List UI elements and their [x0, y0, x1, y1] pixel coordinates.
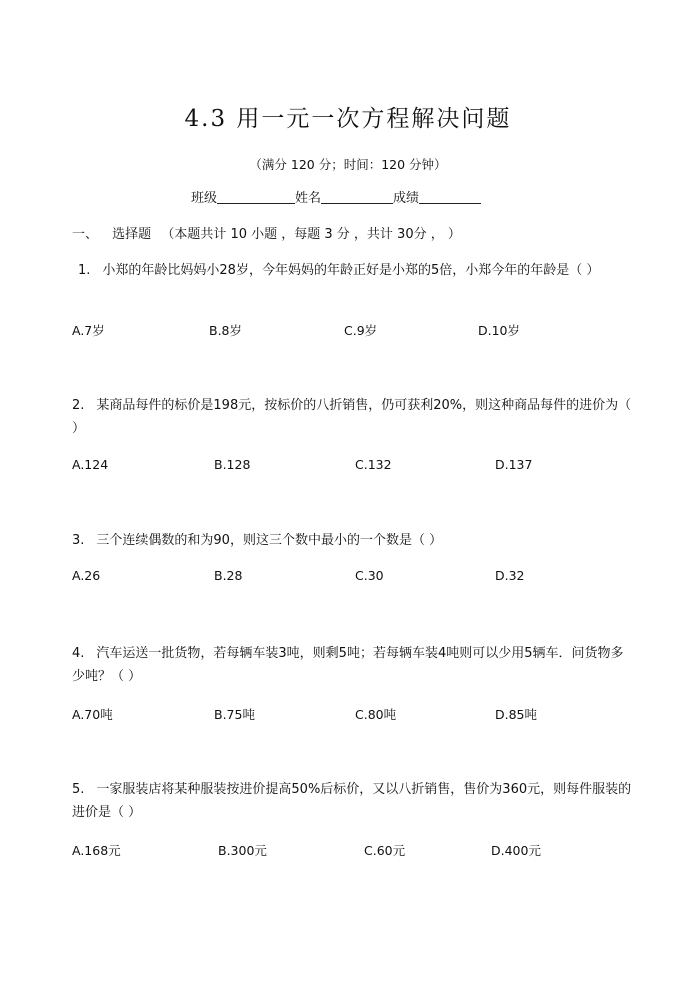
option-d: D.137 [495, 457, 533, 472]
option-d: D.10岁 [478, 323, 521, 338]
option-d: D.85吨 [495, 707, 538, 722]
class-blank [217, 189, 295, 204]
question-number: 5. [72, 782, 85, 797]
option-c: C.30 [355, 568, 384, 583]
option-a: A.7岁 [72, 323, 105, 338]
option-b: B.300元 [218, 843, 267, 858]
option-b: B.75吨 [214, 707, 255, 722]
question-4 [72, 642, 632, 688]
option-a: A.124 [72, 457, 109, 472]
question-1-options [72, 321, 632, 341]
option-a: A.168元 [72, 843, 121, 858]
name-label: 姓名 [295, 191, 322, 206]
option-d: D.32 [495, 568, 525, 583]
question-text: 小郑的年龄比妈妈小28岁，今年妈妈的年龄正好是小郑的5倍，小郑今年的年龄是（ ） [102, 263, 600, 278]
question-4-options [72, 705, 632, 725]
question-3-options [72, 568, 632, 588]
section-desc: （本题共计 10 小题 ，每题 3 分 ，共计 30分 ， ） [161, 227, 461, 242]
name-blank [321, 189, 393, 204]
option-c: C.132 [355, 457, 392, 472]
option-b: B.28 [214, 568, 243, 583]
section-name: 选择题 [112, 227, 152, 242]
option-b: B.128 [214, 457, 251, 472]
question-text: 汽车运送一批货物，若每辆车装3吨，则剩5吨；若每辆车装4吨则可以少用5辆车．问货物多少吨？（ ） [72, 646, 624, 684]
question-number: 3. [72, 533, 85, 548]
class-label: 班级 [191, 191, 218, 206]
question-text: 某商品每件的标价是198元，按标价的八折销售，仍可获利20%，则这种商品每件的进价为（ ） [72, 398, 632, 436]
question-2-options [72, 457, 632, 477]
question-text: 三个连续偶数的和为90，则这三个数中最小的一个数是（ ） [96, 533, 443, 548]
option-a: A.70吨 [72, 707, 113, 722]
score-label: 成绩 [393, 191, 420, 206]
question-1 [78, 259, 634, 282]
section-header [72, 223, 461, 242]
option-c: C.80吨 [355, 707, 397, 722]
question-2 [72, 394, 632, 440]
question-number: 4. [72, 646, 85, 661]
student-info-line [191, 187, 481, 206]
option-b: B.8岁 [209, 323, 243, 338]
question-3 [72, 529, 632, 552]
question-number: 1. [78, 263, 91, 278]
exam-meta: （满分 120 分；时间：120 分钟） [249, 157, 447, 172]
option-d: D.400元 [491, 843, 541, 858]
option-a: A.26 [72, 568, 101, 583]
question-5-options [72, 841, 632, 861]
option-c: C.60元 [364, 843, 406, 858]
score-blank [419, 189, 481, 204]
section-number: 一、 [72, 227, 99, 242]
page-title: 4.3 用一元一次方程解决问题 [184, 106, 512, 132]
option-c: C.9岁 [344, 323, 378, 338]
question-5 [72, 778, 632, 824]
question-text: 一家服装店将某种服装按进价提高50%后标价，又以八折销售，售价为360元，则每件服装的进价是（ ） [72, 782, 632, 820]
question-number: 2. [72, 398, 85, 413]
